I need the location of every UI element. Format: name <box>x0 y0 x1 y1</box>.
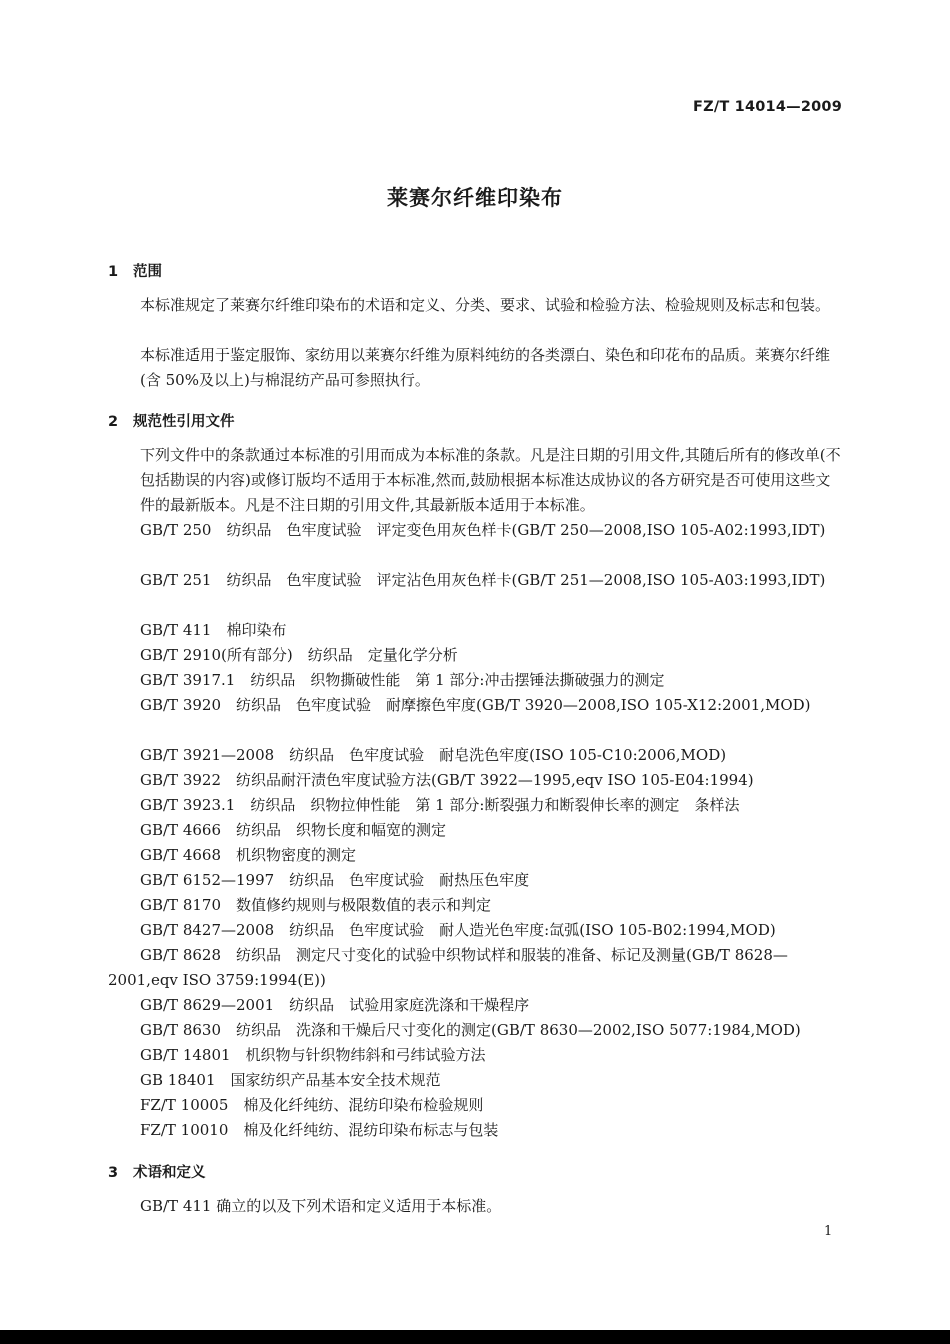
reference-text: GB/T 2910(所有部分) 纺织品 定量化学分析 <box>140 646 458 664</box>
reference-text: FZ/T 10005 棉及化纤纯纺、混纺印染布检验规则 <box>140 1096 484 1114</box>
paragraph-text: 本标准适用于鉴定服饰、家纺用以莱赛尔纤维为原料纯纺的各类漂白、染色和印花布的品质。莱赛尔纤维(含 50%及以上)与棉混纺产品可参照执行。 <box>140 346 831 389</box>
reference-item <box>108 743 844 768</box>
reference-item <box>108 1043 844 1068</box>
reference-item <box>108 818 844 843</box>
paragraph-text: 本标准规定了莱赛尔纤维印染布的术语和定义、分类、要求、试验和检验方法、检验规则及标志和包装。 <box>140 296 831 314</box>
document-title: 莱赛尔纤维印染布 <box>387 186 563 210</box>
reference-item <box>108 568 844 593</box>
reference-text: GB/T 3917.1 纺织品 织物撕破性能 第 1 部分:冲击摆锤法撕破强力的测定 <box>140 671 665 689</box>
reference-text: GB/T 8630 纺织品 洗涤和干燥后尺寸变化的测定(GB/T 8630—2002,ISO 5077:1984,MOD) <box>140 1021 801 1039</box>
reference-item <box>108 1068 844 1093</box>
section-title: 术语和定义 <box>133 1165 206 1181</box>
paragraph-text: GB/T 411 确立的以及下列术语和定义适用于本标准。 <box>140 1197 502 1215</box>
reference-text: GB/T 8628 纺织品 测定尺寸变化的试验中织物试样和服装的准备、标记及测量(GB/T 8628—2001,eqv ISO 3759:1994(E)) <box>108 946 788 989</box>
reference-text: GB/T 8427—2008 纺织品 色牢度试验 耐人造光色牢度:氙弧(ISO 105-B02:1994,MOD) <box>140 921 776 939</box>
section-number: 3 <box>108 1165 119 1181</box>
reference-text: GB/T 251 纺织品 色牢度试验 评定沾色用灰色样卡(GB/T 251—2008,ISO 105-A03:1993,IDT) <box>140 571 826 589</box>
reference-text: GB/T 4666 纺织品 织物长度和幅宽的测定 <box>140 821 447 839</box>
reference-item <box>108 643 844 668</box>
reference-item <box>108 793 844 818</box>
reference-item <box>108 668 844 693</box>
section-3-paragraph-1 <box>108 1194 843 1219</box>
reference-text: GB 18401 国家纺织产品基本安全技术规范 <box>140 1071 441 1089</box>
reference-item <box>108 768 844 793</box>
standard-code: FZ/T 14014—2009 <box>693 99 842 115</box>
section-number: 1 <box>108 264 119 280</box>
section-1-heading <box>108 260 162 281</box>
reference-item <box>108 693 844 718</box>
section-1-paragraph-2 <box>108 343 843 393</box>
reference-item <box>108 943 844 993</box>
reference-text: GB/T 8170 数值修约规则与极限数值的表示和判定 <box>140 896 492 914</box>
reference-text: GB/T 14801 机织物与针织物纬斜和弓纬试验方法 <box>140 1046 486 1064</box>
reference-text: GB/T 411 棉印染布 <box>140 621 287 639</box>
reference-text: GB/T 3920 纺织品 色牢度试验 耐摩擦色牢度(GB/T 3920—2008,ISO 105-X12:2001,MOD) <box>140 696 811 714</box>
reference-item <box>108 618 844 643</box>
section-2-intro <box>108 443 843 518</box>
section-number: 2 <box>108 414 119 430</box>
section-title: 范围 <box>133 264 162 280</box>
reference-text: GB/T 8629—2001 纺织品 试验用家庭洗涤和干燥程序 <box>140 996 530 1014</box>
page-number: 1 <box>824 1224 833 1239</box>
reference-item <box>108 518 844 543</box>
reference-item <box>108 918 844 943</box>
reference-text: FZ/T 10010 棉及化纤纯纺、混纺印染布标志与包装 <box>140 1121 499 1139</box>
bottom-edge-bar <box>0 1330 950 1344</box>
section-title: 规范性引用文件 <box>133 414 235 430</box>
reference-text: GB/T 6152—1997 纺织品 色牢度试验 耐热压色牢度 <box>140 871 530 889</box>
section-2-heading <box>108 410 235 431</box>
reference-item <box>108 843 844 868</box>
reference-item <box>108 1018 844 1043</box>
reference-text: GB/T 4668 机织物密度的测定 <box>140 846 357 864</box>
section-1-paragraph-1 <box>108 293 843 318</box>
reference-item <box>108 1093 844 1118</box>
reference-item <box>108 1118 844 1143</box>
reference-item <box>108 993 844 1018</box>
reference-text: GB/T 3922 纺织品耐汗渍色牢度试验方法(GB/T 3922—1995,eqv ISO 105-E04:1994) <box>140 771 754 789</box>
reference-text: GB/T 250 纺织品 色牢度试验 评定变色用灰色样卡(GB/T 250—2008,ISO 105-A02:1993,IDT) <box>140 521 826 539</box>
reference-text: GB/T 3923.1 纺织品 织物拉伸性能 第 1 部分:断裂强力和断裂伸长率的测定 条样法 <box>140 796 740 814</box>
reference-item <box>108 868 844 893</box>
paragraph-text: 下列文件中的条款通过本标准的引用而成为本标准的条款。凡是注日期的引用文件,其随后所有的修改单(不包括勘误的内容)或修订版均不适用于本标准,然而,鼓励根据本标准达成协议的各方研究是否可使用这些文件的最新版本。凡是不注日期的引用文件,其最新版本适用于本标准。 <box>140 446 841 514</box>
reference-text: GB/T 3921—2008 纺织品 色牢度试验 耐皂洗色牢度(ISO 105-C10:2006,MOD) <box>140 746 727 764</box>
reference-item <box>108 893 844 918</box>
section-3-heading <box>108 1161 206 1182</box>
